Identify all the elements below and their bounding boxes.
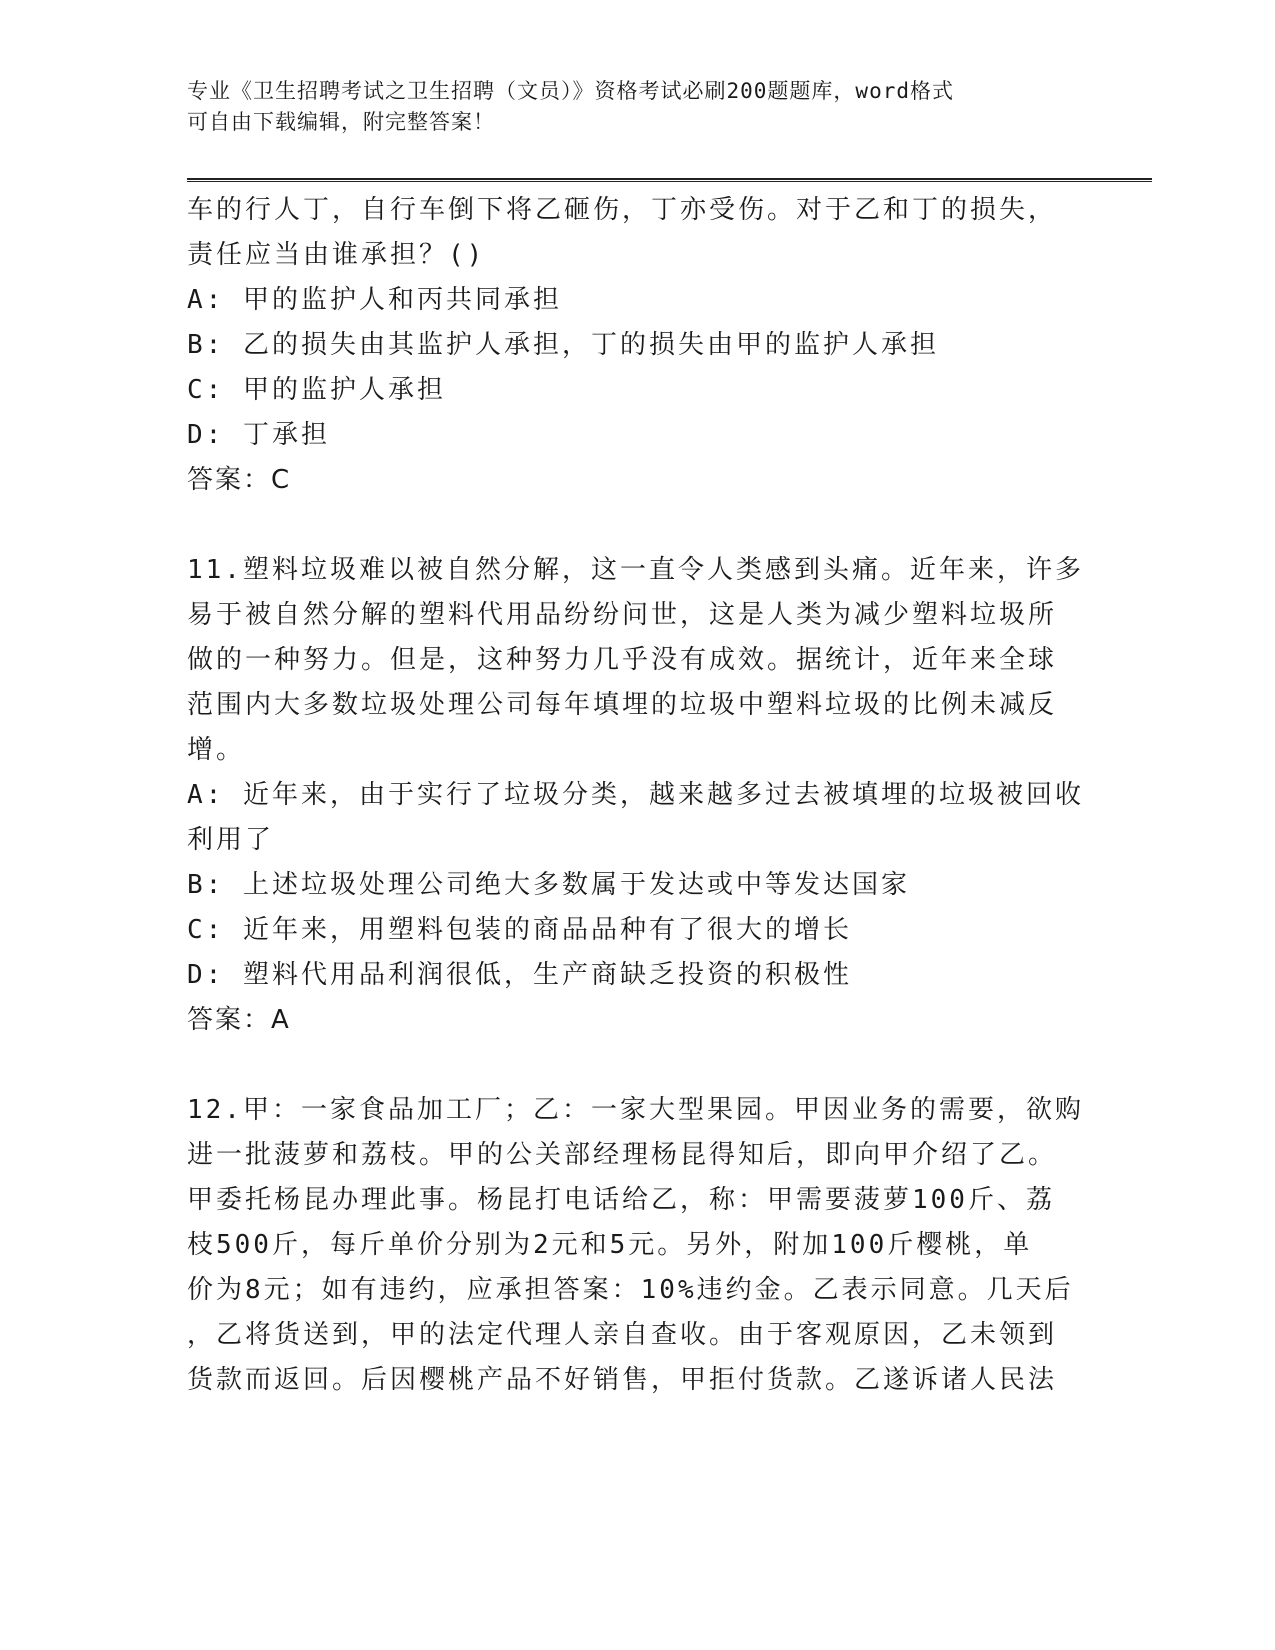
question-stem-line: 12.甲：一家食品加工厂；乙：一家大型果园。甲因业务的需要，欲购 [187,1095,1084,1125]
header-divider [187,178,1152,182]
spacer [187,1043,1077,1088]
option-d: D: 丁承担 [187,420,330,450]
answer-line: 答案：A [187,1005,291,1035]
answer-line: 答案：C [187,465,292,495]
spacer [187,503,1077,548]
question-stem-line: 进一批菠萝和荔枝。甲的公关部经理杨昆得知后，即向甲介绍了乙。 [187,1140,1058,1170]
option-a: A: 近年来，由于实行了垃圾分类，越来越多过去被填埋的垃圾被回收 [187,780,1084,810]
option-c: C: 近年来，用塑料包装的商品品种有了很大的增长 [187,915,852,945]
document-header [187,76,1067,138]
question-10 [187,188,1077,503]
option-d: D: 塑料代用品利润很低，生产商缺乏投资的积极性 [187,960,852,990]
option-c: C: 甲的监护人承担 [187,375,446,405]
question-stem-line: 货款而返回。后因樱桃产品不好销售，甲拒付货款。乙遂诉诸人民法 [187,1365,1058,1395]
question-stem-line: 价为8元；如有违约，应承担答案：10%违约金。乙表示同意。几天后 [187,1275,1074,1305]
question-stem-line: 做的一种努力。但是，这种努力几乎没有成效。据统计，近年来全球 [187,645,1058,675]
document-body [187,188,1084,1403]
question-stem-line: 甲委托杨昆办理此事。杨昆打电话给乙，称：甲需要菠萝100斤、荔 [187,1185,1055,1215]
question-stem-line: 11.塑料垃圾难以被自然分解，这一直令人类感到头痛。近年来，许多 [187,555,1084,585]
option-b: B: 上述垃圾处理公司绝大多数属于发达或中等发达国家 [187,870,910,900]
question-stem-line: 范围内大多数垃圾处理公司每年填埋的垃圾中塑料垃圾的比例未减反 [187,690,1058,720]
question-stem-line: 枝500斤，每斤单价分别为2元和5元。另外，附加100斤樱桃，单 [187,1230,1033,1260]
question-stem-line: 增。 [187,735,246,765]
question-stem-line: 易于被自然分解的塑料代用品纷纷问世，这是人类为减少塑料垃圾所 [187,600,1058,630]
question-11 [187,548,1084,1043]
question-12 [187,1088,1084,1403]
option-b: B: 乙的损失由其监护人承担，丁的损失由甲的监护人承担 [187,330,939,360]
option-a: A: 甲的监护人和丙共同承担 [187,285,562,315]
question-stem-line: 责任应当由谁承担？() [187,240,486,270]
header-title-line-1: 专业《卫生招聘考试之卫生招聘（文员）》资格考试必刷200题题库，word格式 [187,79,954,103]
question-stem-line: ，乙将货送到，甲的法定代理人亲自查收。由于客观原因，乙未领到 [187,1320,1058,1350]
question-stem-line: 车的行人丁，自行车倒下将乙砸伤，丁亦受伤。对于乙和丁的损失， [187,195,1058,225]
option-a-continued: 利用了 [187,825,275,855]
header-title-line-2: 可自由下载编辑，附完整答案！ [187,110,495,134]
